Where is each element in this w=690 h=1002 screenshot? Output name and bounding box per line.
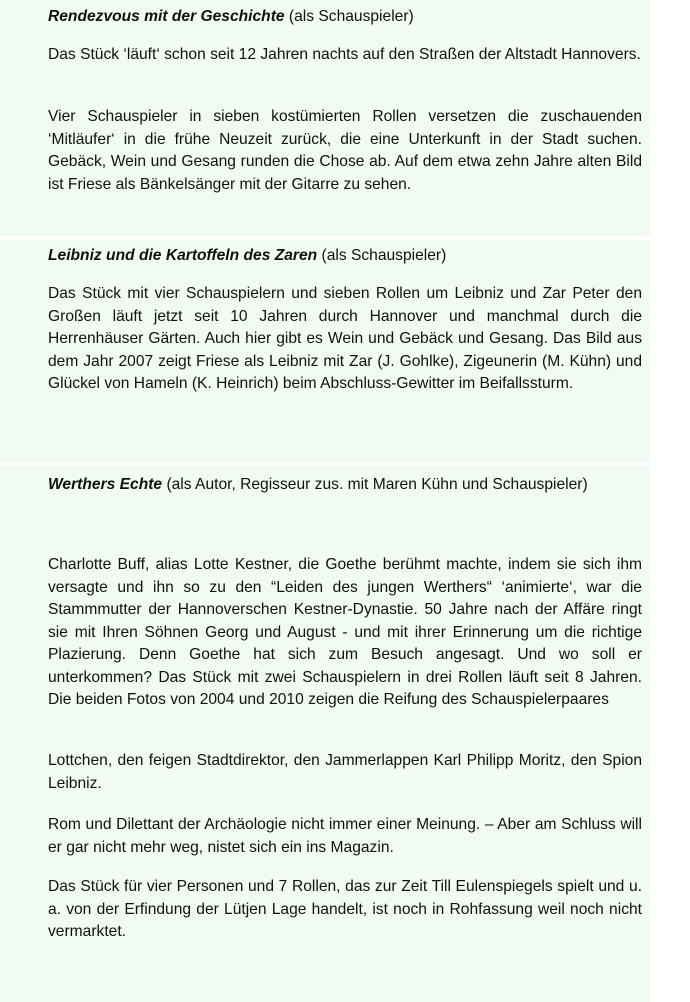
section-heading <box>48 6 642 28</box>
section-paragraph: Das Stück mit vier Schauspielern und sieben Rollen um Leibniz und Zar Peter den Großen läuft jetzt seit 10 Jahren durch Hannover und manchmal durch die Herrenhäuser Gärten. Auch hier gibt es Wein und Gebäck und Gesang. Das Bild aus dem Jahr 2007 zeigt Friese als Leibniz mit Zar (J. Gohlke), Zigeunerin (M. Kühn) und Glückel von Hameln (K. Heinrich) beim Abschluss-Gewitter im Beifallssturm. <box>48 285 642 392</box>
section-role: (als Autor, Regisseur zus. mit Maren Kühn und Schauspieler) <box>162 476 588 493</box>
section-heading <box>48 466 642 504</box>
section-paragraph: Das Stück für vier Personen und 7 Rollen, das zur Zeit Till Eulenspiegels spielt und u. a. von der Erfindung der Lütjen Lage handelt, ist noch in Rohfassung weil noch nicht vermarktet. <box>48 878 642 940</box>
section-heading <box>48 245 642 267</box>
section-paragraph: Vier Schauspieler in sieben kostümierten Rollen versetzen die zuschauenden ‘Mitläufer‘ in die frühe Neuzeit zurück, die eine Unterkunft in der Stadt suchen. Gebäck, Wein und Gesang runden die Chose ab. Auf dem etwa zehn Jahre alten Bild ist Friese als Bänkelsänger mit der Gitarre zu sehen. <box>48 108 642 193</box>
section-paragraph: Lottchen, den feigen Stadtdirektor, den Jammerlappen Karl Philipp Moritz, den Spion Leibniz. <box>48 752 642 792</box>
section-paragraph: Das Stück ‘läuft‘ schon seit 12 Jahren nachts auf den Straßen der Altstadt Hannovers. <box>48 46 641 63</box>
section-role: (als Schauspieler) <box>317 247 447 264</box>
section-title: Rendezvous mit der Geschichte <box>48 8 285 25</box>
section-role: (als Schauspieler) <box>284 8 414 25</box>
section-title: Leibniz und die Kartoffeln des Zaren <box>48 247 318 264</box>
section-leibniz <box>0 240 650 462</box>
section-title: Werthers Echte <box>48 476 163 493</box>
section-paragraph: Charlotte Buff, alias Lotte Kestner, die Goethe berühmt machte, indem sie sich ihm versagte und ihn so zu den “Leiden des jungen Werthers“ ‘animierte‘, war die Stammmutter der Hannoverschen Kestner-Dynastie. 50 Jahre nach der Affäre ringt sie mit Ihren Söhnen Georg und August - und mit ihrer Erinnerung um die richtige Plazierung. Denn Goethe hat sich zum Besuch angesagt. Und wo soll er unterkommen? Das Stück mit zwei Schauspielern in drei Rollen läuft seit 8 Jahren. Die beiden Fotos von 2004 und 2010 zeigen die Reifung des Schauspielerpaares <box>48 556 642 708</box>
section-paragraph: Rom und Dilettant der Archäologie nicht immer einer Meinung. – Aber am Schluss will er gar nicht mehr weg, nistet sich ein ins Magazin. <box>48 816 642 856</box>
section-werthers-echte <box>0 466 650 1002</box>
section-rendezvous <box>0 0 650 236</box>
